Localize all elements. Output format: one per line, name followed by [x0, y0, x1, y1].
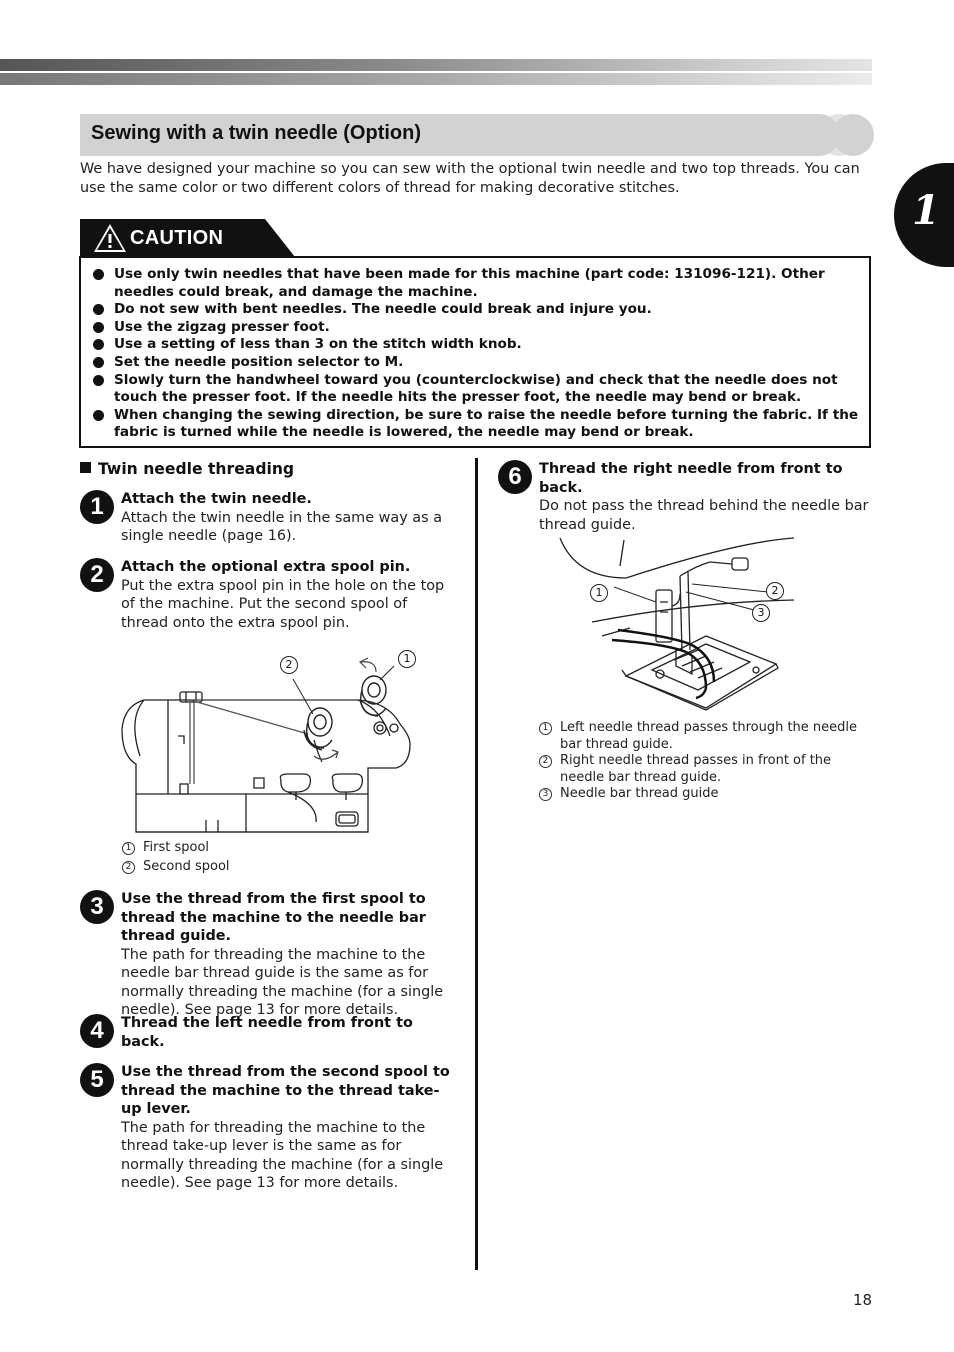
legend-row	[122, 859, 422, 876]
callout-marker: 2	[280, 656, 298, 674]
step-title: Attach the twin needle.	[121, 491, 312, 507]
legend-row	[539, 753, 869, 786]
step-description: The path for threading the machine to the needle bar thread guide is the same as for normally threading the machine (for a single needle). See page 13 for more details.	[121, 946, 444, 1018]
section-header	[80, 114, 870, 156]
subsection-heading	[80, 460, 294, 478]
legend-text: First spool	[143, 840, 210, 855]
step-description: Put the extra spool pin in the hole on the top of the machine. Put the second spool of thread onto the extra spool pin.	[121, 577, 445, 631]
caution-item	[93, 319, 859, 337]
legend-marker: 2	[122, 861, 135, 874]
step-title: Thread the right needle from front to back.	[539, 461, 843, 496]
top-decoration-bar-lower	[0, 73, 872, 85]
caution-item-text: Slowly turn the handwheel toward you (counterclockwise) and check that the needle does not touch the presser foot. If the needle hits the presser foot, the needle may bend or break.	[114, 371, 838, 406]
step-body	[121, 558, 456, 632]
callout-marker: 1	[590, 584, 608, 602]
caution-item-text: Use the zigzag presser foot.	[114, 318, 330, 335]
spool-icon	[304, 708, 332, 750]
legend-marker: 1	[539, 722, 552, 735]
bullet-icon	[93, 269, 104, 280]
callout-marker: 1	[398, 650, 416, 668]
caution-item-text: Use only twin needles that have been made for this machine (part code: 131096-121). Other needles could break, and damage the machine.	[114, 266, 825, 300]
caution-label	[80, 219, 295, 257]
square-bullet-icon	[80, 462, 91, 473]
step-body	[539, 460, 869, 534]
column-divider	[475, 458, 478, 1270]
bullet-icon	[93, 375, 104, 386]
bullet-icon	[93, 304, 104, 315]
step-number-badge: 1	[80, 490, 114, 524]
step-body	[121, 490, 456, 546]
needle-area-illustration	[556, 532, 796, 712]
callout-marker: 2	[766, 582, 784, 600]
legend-text: Left needle thread passes through the needle bar thread guide.	[560, 720, 858, 752]
figure-right-legend	[539, 720, 869, 803]
step-title: Attach the optional extra spool pin.	[121, 559, 411, 575]
caution-item	[93, 372, 859, 407]
caution-item-text: Set the needle position selector to M.	[114, 353, 404, 370]
caution-item-text: When changing the sewing direction, be sure to raise the needle before turning the fabric. If the fabric is turned while the needle is lowered, the needle may bend or break.	[114, 406, 859, 441]
callout-marker: 3	[752, 604, 770, 622]
legend-row	[539, 786, 869, 803]
step-body	[121, 890, 456, 1020]
chapter-number: 1	[912, 187, 940, 234]
legend-text: Needle bar thread guide	[560, 786, 719, 801]
caution-item	[93, 336, 859, 354]
bullet-icon	[93, 339, 104, 350]
caution-box	[79, 256, 871, 448]
legend-text: Right needle thread passes in front of the needle bar thread guide.	[560, 753, 832, 785]
step-title: Thread the left needle from front to back.	[121, 1015, 413, 1050]
step-description: Attach the twin needle in the same way as a single needle (page 16).	[121, 509, 443, 544]
legend-marker: 2	[539, 755, 552, 768]
legend-marker: 3	[539, 788, 552, 801]
step-number-badge: 5	[80, 1063, 114, 1097]
step-title: Use the thread from the first spool to thread the machine to the needle bar thread guide.	[121, 891, 426, 944]
figure-left-legend	[122, 840, 422, 875]
step-body	[121, 1014, 456, 1051]
bullet-icon	[93, 357, 104, 368]
caution-item	[93, 266, 859, 301]
caution-text: CAUTION	[130, 227, 224, 249]
top-decoration-bar	[0, 59, 872, 71]
step-description: The path for threading the machine to the thread take-up lever is the same as for normally threading the machine (for a single needle). See page 13 for more details.	[121, 1119, 444, 1191]
caution-item	[93, 354, 859, 372]
chapter-tab	[894, 163, 954, 267]
caution-item	[93, 301, 859, 319]
page-number: 18	[853, 1291, 873, 1309]
caution-item-text: Do not sew with bent needles. The needle could break and injure you.	[114, 301, 652, 318]
sewing-machine-illustration	[118, 644, 423, 840]
caution-item	[93, 407, 859, 442]
step-number-badge: 3	[80, 890, 114, 924]
step-number-badge: 4	[80, 1014, 114, 1048]
section-title: Sewing with a twin needle (Option)	[91, 122, 421, 144]
legend-text: Second spool	[143, 858, 230, 874]
subsection-title: Twin needle threading	[98, 460, 295, 478]
step-title: Use the thread from the second spool to thread the machine to the thread take-up lever.	[121, 1064, 450, 1117]
needle-area-figure	[556, 532, 796, 712]
step-body	[121, 1063, 456, 1193]
legend-marker: 1	[122, 842, 135, 855]
legend-row	[539, 720, 869, 753]
intro-paragraph: We have designed your machine so you can sew with the optional twin needle and two top threads. You can use the same color or two different colors of thread for making decorative stitches.	[80, 161, 860, 196]
step-number-badge: 2	[80, 558, 114, 592]
bullet-icon	[93, 322, 104, 333]
step-description: Do not pass the thread behind the needle bar thread guide.	[539, 498, 869, 533]
spool-icon	[360, 676, 386, 716]
sewing-machine-figure	[118, 644, 423, 840]
caution-item-text: Use a setting of less than 3 on the stitch width knob.	[114, 336, 522, 353]
bullet-icon	[93, 410, 104, 421]
step-number-badge: 6	[498, 460, 532, 494]
caution-list	[93, 266, 859, 442]
legend-row	[122, 840, 422, 857]
